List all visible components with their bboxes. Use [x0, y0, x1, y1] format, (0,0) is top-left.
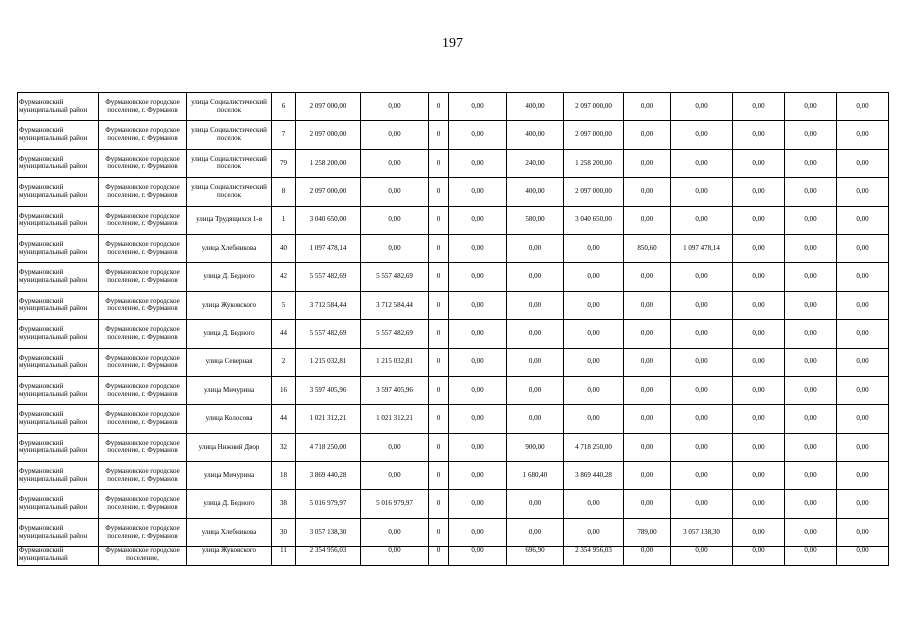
cell-area-col-11: 0,00	[624, 376, 671, 404]
cell-cost-col-12: 0,00	[671, 320, 733, 348]
table-row	[18, 206, 889, 234]
cell-area-col-9: 400,00	[507, 121, 564, 149]
cell-settlement: Фурмановское городское поселение, г. Фурманов	[99, 149, 187, 177]
cell-total-cost: 1 215 032,81	[296, 348, 361, 376]
cell-cost-col-8: 0,00	[449, 121, 507, 149]
cell-count-col-7: 0	[429, 121, 449, 149]
cell-cost-col-10: 0,00	[564, 263, 624, 291]
cell-cost-col-12: 1 097 478,14	[671, 234, 733, 262]
cell-settlement: Фурмановское городское поселение, г. Фурманов	[99, 121, 187, 149]
cell-house-number: 32	[272, 433, 296, 461]
cell-cost-col-13: 0,00	[733, 376, 785, 404]
cell-cost-col-6: 0,00	[361, 433, 429, 461]
cell-cost-col-14: 0,00	[785, 234, 837, 262]
cell-cost-col-8: 0,00	[449, 376, 507, 404]
cell-count-col-7: 0	[429, 405, 449, 433]
cell-cost-col-13: 0,00	[733, 93, 785, 121]
cell-cost-col-10: 0,00	[564, 376, 624, 404]
cell-cost-col-13: 0,00	[733, 490, 785, 518]
cell-cost-col-8: 0,00	[449, 490, 507, 518]
cell-cost-col-14: 0,00	[785, 93, 837, 121]
cell-cost-col-12: 0,00	[671, 149, 733, 177]
table-row	[18, 547, 889, 566]
cell-street: улица Северная	[187, 348, 272, 376]
cell-area-col-11: 0,00	[624, 320, 671, 348]
cell-cost-col-12: 0,00	[671, 462, 733, 490]
cell-total-cost: 5 557 482,69	[296, 263, 361, 291]
cell-cost-col-14: 0,00	[785, 178, 837, 206]
cell-cost-col-6: 0,00	[361, 178, 429, 206]
cell-cost-col-12: 0,00	[671, 206, 733, 234]
cell-cost-col-14: 0,00	[785, 518, 837, 546]
cell-settlement: Фурмановское городское поселение, г. Фурманов	[99, 93, 187, 121]
cell-count-col-7: 0	[429, 234, 449, 262]
cell-district: Фурмановский муниципальный район	[18, 376, 99, 404]
cell-cost-col-6: 3 712 584,44	[361, 291, 429, 319]
cell-cost-col-10: 1 258 200,00	[564, 149, 624, 177]
cell-area-col-11: 0,00	[624, 149, 671, 177]
cell-total-cost: 3 597 405,96	[296, 376, 361, 404]
cell-house-number: 6	[272, 93, 296, 121]
cell-settlement: Фурмановское городское поселение, г. Фурманов	[99, 206, 187, 234]
cell-house-number: 8	[272, 178, 296, 206]
cell-cost-col-15: 0,00	[837, 462, 889, 490]
cell-house-number: 2	[272, 348, 296, 376]
cell-total-cost: 3 869 440,28	[296, 462, 361, 490]
cell-house-number: 1	[272, 206, 296, 234]
cell-total-cost: 2 097 000,00	[296, 178, 361, 206]
cell-area-col-11: 0,00	[624, 93, 671, 121]
table-row	[18, 93, 889, 121]
cell-house-number: 40	[272, 234, 296, 262]
cell-cost-col-6: 1 215 032,81	[361, 348, 429, 376]
table-row	[18, 234, 889, 262]
cell-cost-col-12: 0,00	[671, 348, 733, 376]
cell-cost-col-10: 3 869 440,28	[564, 462, 624, 490]
cell-cost-col-15: 0,00	[837, 490, 889, 518]
cell-cost-col-8: 0,00	[449, 462, 507, 490]
cell-cost-col-15: 0,00	[837, 405, 889, 433]
cell-cost-col-15: 0,00	[837, 547, 889, 566]
cell-street: улица Нижний Двор	[187, 433, 272, 461]
cell-area-col-9: 0,00	[507, 405, 564, 433]
cell-cost-col-12: 3 057 138,30	[671, 518, 733, 546]
cell-cost-col-6: 5 016 979,97	[361, 490, 429, 518]
cell-house-number: 5	[272, 291, 296, 319]
cell-cost-col-13: 0,00	[733, 547, 785, 566]
cell-total-cost: 3 712 584,44	[296, 291, 361, 319]
cell-cost-col-15: 0,00	[837, 518, 889, 546]
table-row	[18, 490, 889, 518]
cell-cost-col-13: 0,00	[733, 320, 785, 348]
cell-area-col-11: 0,00	[624, 121, 671, 149]
cell-house-number: 18	[272, 462, 296, 490]
cell-cost-col-10: 4 718 250,00	[564, 433, 624, 461]
cell-area-col-9: 240,00	[507, 149, 564, 177]
cell-area-col-11: 0,00	[624, 348, 671, 376]
data-table	[17, 92, 889, 566]
cell-total-cost: 3 057 138,30	[296, 518, 361, 546]
cell-count-col-7: 0	[429, 263, 449, 291]
cell-cost-col-10: 2 097 000,00	[564, 93, 624, 121]
cell-area-col-9: 0,00	[507, 490, 564, 518]
cell-cost-col-14: 0,00	[785, 462, 837, 490]
cell-cost-col-10: 2 097 000,00	[564, 178, 624, 206]
cell-cost-col-13: 0,00	[733, 263, 785, 291]
cell-area-col-11: 850,60	[624, 234, 671, 262]
cell-cost-col-6: 3 597 405,96	[361, 376, 429, 404]
cell-cost-col-15: 0,00	[837, 433, 889, 461]
cell-area-col-9: 0,00	[507, 518, 564, 546]
cell-street: улица Жуковского	[187, 547, 272, 566]
table-row	[18, 433, 889, 461]
cell-cost-col-10: 2 097 000,00	[564, 121, 624, 149]
cell-area-col-9: 400,00	[507, 178, 564, 206]
cell-area-col-9: 1 680,40	[507, 462, 564, 490]
cell-total-cost: 2 097 000,00	[296, 121, 361, 149]
cell-district: Фурмановский муниципальный район	[18, 291, 99, 319]
cell-cost-col-12: 0,00	[671, 490, 733, 518]
cell-settlement: Фурмановское городское поселение, г. Фурманов	[99, 320, 187, 348]
table-row	[18, 291, 889, 319]
table-body	[18, 93, 889, 566]
cell-settlement: Фурмановское городское поселение, г. Фурманов	[99, 462, 187, 490]
cell-cost-col-10: 0,00	[564, 490, 624, 518]
cell-cost-col-8: 0,00	[449, 291, 507, 319]
cell-street: улица Д. Бедного	[187, 263, 272, 291]
cell-district: Фурмановский муниципальный	[18, 547, 99, 566]
cell-total-cost: 1 258 200,00	[296, 149, 361, 177]
cell-cost-col-15: 0,00	[837, 178, 889, 206]
cell-cost-col-14: 0,00	[785, 121, 837, 149]
cell-cost-col-14: 0,00	[785, 206, 837, 234]
cell-cost-col-8: 0,00	[449, 405, 507, 433]
table-row	[18, 462, 889, 490]
cell-cost-col-15: 0,00	[837, 348, 889, 376]
cell-street: улица Мичурина	[187, 462, 272, 490]
cell-cost-col-8: 0,00	[449, 178, 507, 206]
cell-area-col-9: 0,00	[507, 234, 564, 262]
cell-cost-col-10: 0,00	[564, 320, 624, 348]
cell-cost-col-14: 0,00	[785, 348, 837, 376]
cell-cost-col-10: 0,00	[564, 291, 624, 319]
cell-total-cost: 2 097 000,00	[296, 93, 361, 121]
cell-count-col-7: 0	[429, 433, 449, 461]
cell-cost-col-14: 0,00	[785, 433, 837, 461]
cell-cost-col-8: 0,00	[449, 547, 507, 566]
cell-cost-col-12: 0,00	[671, 121, 733, 149]
table-row	[18, 376, 889, 404]
cell-area-col-11: 0,00	[624, 547, 671, 566]
cell-house-number: 44	[272, 320, 296, 348]
cell-area-col-9: 0,00	[507, 348, 564, 376]
cell-cost-col-15: 0,00	[837, 149, 889, 177]
cell-house-number: 7	[272, 121, 296, 149]
cell-cost-col-6: 0,00	[361, 518, 429, 546]
cell-district: Фурмановский муниципальный район	[18, 206, 99, 234]
table-row	[18, 121, 889, 149]
cell-cost-col-6: 0,00	[361, 149, 429, 177]
cell-house-number: 11	[272, 547, 296, 566]
cell-cost-col-6: 1 021 312,21	[361, 405, 429, 433]
cell-area-col-11: 0,00	[624, 433, 671, 461]
table-row	[18, 518, 889, 546]
cell-cost-col-14: 0,00	[785, 291, 837, 319]
cell-cost-col-13: 0,00	[733, 121, 785, 149]
cell-district: Фурмановский муниципальный район	[18, 348, 99, 376]
cell-area-col-11: 0,00	[624, 291, 671, 319]
table-row	[18, 348, 889, 376]
cell-settlement: Фурмановское городское поселение, г. Фурманов	[99, 234, 187, 262]
cell-street: улица Жуковского	[187, 291, 272, 319]
cell-area-col-11: 0,00	[624, 462, 671, 490]
cell-count-col-7: 0	[429, 490, 449, 518]
cell-settlement: Фурмановское городское поселение, г. Фурманов	[99, 291, 187, 319]
cell-cost-col-10: 0,00	[564, 348, 624, 376]
cell-district: Фурмановский муниципальный район	[18, 462, 99, 490]
cell-count-col-7: 0	[429, 178, 449, 206]
cell-cost-col-13: 0,00	[733, 178, 785, 206]
cell-cost-col-13: 0,00	[733, 405, 785, 433]
cell-cost-col-14: 0,00	[785, 405, 837, 433]
cell-house-number: 38	[272, 490, 296, 518]
cell-cost-col-15: 0,00	[837, 291, 889, 319]
cell-count-col-7: 0	[429, 149, 449, 177]
cell-cost-col-6: 0,00	[361, 206, 429, 234]
cell-cost-col-10: 3 040 650,00	[564, 206, 624, 234]
cell-count-col-7: 0	[429, 206, 449, 234]
cell-district: Фурмановский муниципальный район	[18, 518, 99, 546]
cell-cost-col-15: 0,00	[837, 121, 889, 149]
cell-total-cost: 5 016 979,97	[296, 490, 361, 518]
cell-count-col-7: 0	[429, 518, 449, 546]
cell-area-col-9: 0,00	[507, 320, 564, 348]
cell-total-cost: 2 354 956,03	[296, 547, 361, 566]
page-number: 197	[442, 36, 463, 51]
cell-total-cost: 1 097 478,14	[296, 234, 361, 262]
cell-cost-col-8: 0,00	[449, 263, 507, 291]
cell-count-col-7: 0	[429, 462, 449, 490]
cell-cost-col-12: 0,00	[671, 376, 733, 404]
cell-cost-col-8: 0,00	[449, 518, 507, 546]
cell-cost-col-6: 5 557 482,69	[361, 320, 429, 348]
table-row	[18, 320, 889, 348]
cell-area-col-11: 789,00	[624, 518, 671, 546]
cell-cost-col-12: 0,00	[671, 291, 733, 319]
cell-settlement: Фурмановское городское поселение, г. Фурманов	[99, 376, 187, 404]
cell-cost-col-12: 0,00	[671, 433, 733, 461]
cell-district: Фурмановский муниципальный район	[18, 234, 99, 262]
cell-house-number: 42	[272, 263, 296, 291]
table-row	[18, 263, 889, 291]
cell-street: улица Хлебникова	[187, 234, 272, 262]
cell-district: Фурмановский муниципальный район	[18, 93, 99, 121]
cell-cost-col-15: 0,00	[837, 320, 889, 348]
cell-district: Фурмановский муниципальный район	[18, 405, 99, 433]
cell-district: Фурмановский муниципальный район	[18, 121, 99, 149]
cell-area-col-9: 400,00	[507, 93, 564, 121]
cell-house-number: 44	[272, 405, 296, 433]
cell-cost-col-15: 0,00	[837, 263, 889, 291]
cell-cost-col-13: 0,00	[733, 206, 785, 234]
cell-cost-col-13: 0,00	[733, 348, 785, 376]
table-row	[18, 405, 889, 433]
cell-street: улица Д. Бедного	[187, 490, 272, 518]
cell-cost-col-12: 0,00	[671, 547, 733, 566]
cell-cost-col-12: 0,00	[671, 178, 733, 206]
cell-count-col-7: 0	[429, 376, 449, 404]
cell-cost-col-12: 0,00	[671, 263, 733, 291]
cell-cost-col-13: 0,00	[733, 462, 785, 490]
cell-count-col-7: 0	[429, 547, 449, 566]
cell-cost-col-6: 0,00	[361, 121, 429, 149]
cell-street: улица Социалистический поселок	[187, 149, 272, 177]
cell-area-col-9: 580,00	[507, 206, 564, 234]
cell-street: улица Колосова	[187, 405, 272, 433]
cell-street: улица Мичурина	[187, 376, 272, 404]
cell-total-cost: 1 021 312,21	[296, 405, 361, 433]
cell-district: Фурмановский муниципальный район	[18, 490, 99, 518]
cell-area-col-9: 696,90	[507, 547, 564, 566]
cell-cost-col-12: 0,00	[671, 405, 733, 433]
cell-count-col-7: 0	[429, 320, 449, 348]
cell-cost-col-15: 0,00	[837, 93, 889, 121]
cell-cost-col-14: 0,00	[785, 547, 837, 566]
table-row	[18, 149, 889, 177]
cell-cost-col-8: 0,00	[449, 234, 507, 262]
cell-area-col-11: 0,00	[624, 263, 671, 291]
cell-cost-col-6: 0,00	[361, 462, 429, 490]
cell-cost-col-14: 0,00	[785, 490, 837, 518]
cell-cost-col-10: 0,00	[564, 234, 624, 262]
cell-area-col-11: 0,00	[624, 405, 671, 433]
cell-area-col-11: 0,00	[624, 490, 671, 518]
cell-cost-col-13: 0,00	[733, 518, 785, 546]
cell-cost-col-10: 0,00	[564, 405, 624, 433]
cell-cost-col-8: 0,00	[449, 149, 507, 177]
cell-total-cost: 5 557 482,69	[296, 320, 361, 348]
cell-settlement: Фурмановское городское поселение, г. Фурманов	[99, 178, 187, 206]
cell-cost-col-14: 0,00	[785, 263, 837, 291]
cell-cost-col-8: 0,00	[449, 206, 507, 234]
cell-street: улица Д. Бедного	[187, 320, 272, 348]
cell-cost-col-8: 0,00	[449, 93, 507, 121]
cell-cost-col-8: 0,00	[449, 433, 507, 461]
cell-total-cost: 4 718 250,00	[296, 433, 361, 461]
cell-area-col-11: 0,00	[624, 206, 671, 234]
cell-area-col-9: 0,00	[507, 263, 564, 291]
cell-house-number: 30	[272, 518, 296, 546]
cell-settlement: Фурмановское городское поселение, г. Фурманов	[99, 490, 187, 518]
cell-street: улица Социалистический поселок	[187, 178, 272, 206]
cell-cost-col-13: 0,00	[733, 291, 785, 319]
cell-settlement: Фурмановское городское поселение, г. Фурманов	[99, 405, 187, 433]
cell-house-number: 16	[272, 376, 296, 404]
cell-area-col-11: 0,00	[624, 178, 671, 206]
cell-cost-col-15: 0,00	[837, 376, 889, 404]
cell-area-col-9: 900,00	[507, 433, 564, 461]
cell-area-col-9: 0,00	[507, 291, 564, 319]
cell-cost-col-14: 0,00	[785, 376, 837, 404]
cell-count-col-7: 0	[429, 291, 449, 319]
cell-cost-col-6: 0,00	[361, 93, 429, 121]
cell-district: Фурмановский муниципальный район	[18, 320, 99, 348]
cell-district: Фурмановский муниципальный район	[18, 263, 99, 291]
cell-cost-col-10: 0,00	[564, 518, 624, 546]
cell-cost-col-14: 0,00	[785, 320, 837, 348]
cell-settlement: Фурмановское городское поселение, г. Фурманов	[99, 263, 187, 291]
cell-cost-col-15: 0,00	[837, 206, 889, 234]
cell-cost-col-13: 0,00	[733, 149, 785, 177]
cell-district: Фурмановский муниципальный район	[18, 149, 99, 177]
cell-street: улица Социалистический поселок	[187, 93, 272, 121]
cell-settlement: Фурмановское городское поселение, г. Фурманов	[99, 433, 187, 461]
cell-cost-col-15: 0,00	[837, 234, 889, 262]
table-row	[18, 178, 889, 206]
cell-cost-col-13: 0,00	[733, 433, 785, 461]
cell-cost-col-12: 0,00	[671, 93, 733, 121]
cell-cost-col-14: 0,00	[785, 149, 837, 177]
cell-street: улица Хлебникова	[187, 518, 272, 546]
cell-cost-col-6: 0,00	[361, 547, 429, 566]
cell-count-col-7: 0	[429, 348, 449, 376]
cell-house-number: 79	[272, 149, 296, 177]
cell-settlement: Фурмановское городское поселение, г. Фурманов	[99, 348, 187, 376]
cell-count-col-7: 0	[429, 93, 449, 121]
cell-street: улица Социалистический поселок	[187, 121, 272, 149]
cell-settlement: Фурмановское городское поселение, г. Фурманов	[99, 518, 187, 546]
cell-cost-col-6: 0,00	[361, 234, 429, 262]
cell-total-cost: 3 040 650,00	[296, 206, 361, 234]
cell-district: Фурмановский муниципальный район	[18, 178, 99, 206]
cell-area-col-9: 0,00	[507, 376, 564, 404]
cell-cost-col-10: 2 354 956,03	[564, 547, 624, 566]
cell-district: Фурмановский муниципальный район	[18, 433, 99, 461]
cell-cost-col-13: 0,00	[733, 234, 785, 262]
cell-street: улица Трудящихся 1-я	[187, 206, 272, 234]
cell-cost-col-8: 0,00	[449, 320, 507, 348]
cell-cost-col-8: 0,00	[449, 348, 507, 376]
cell-settlement: Фурмановское городское поселение,	[99, 547, 187, 566]
cell-cost-col-6: 5 557 482,69	[361, 263, 429, 291]
